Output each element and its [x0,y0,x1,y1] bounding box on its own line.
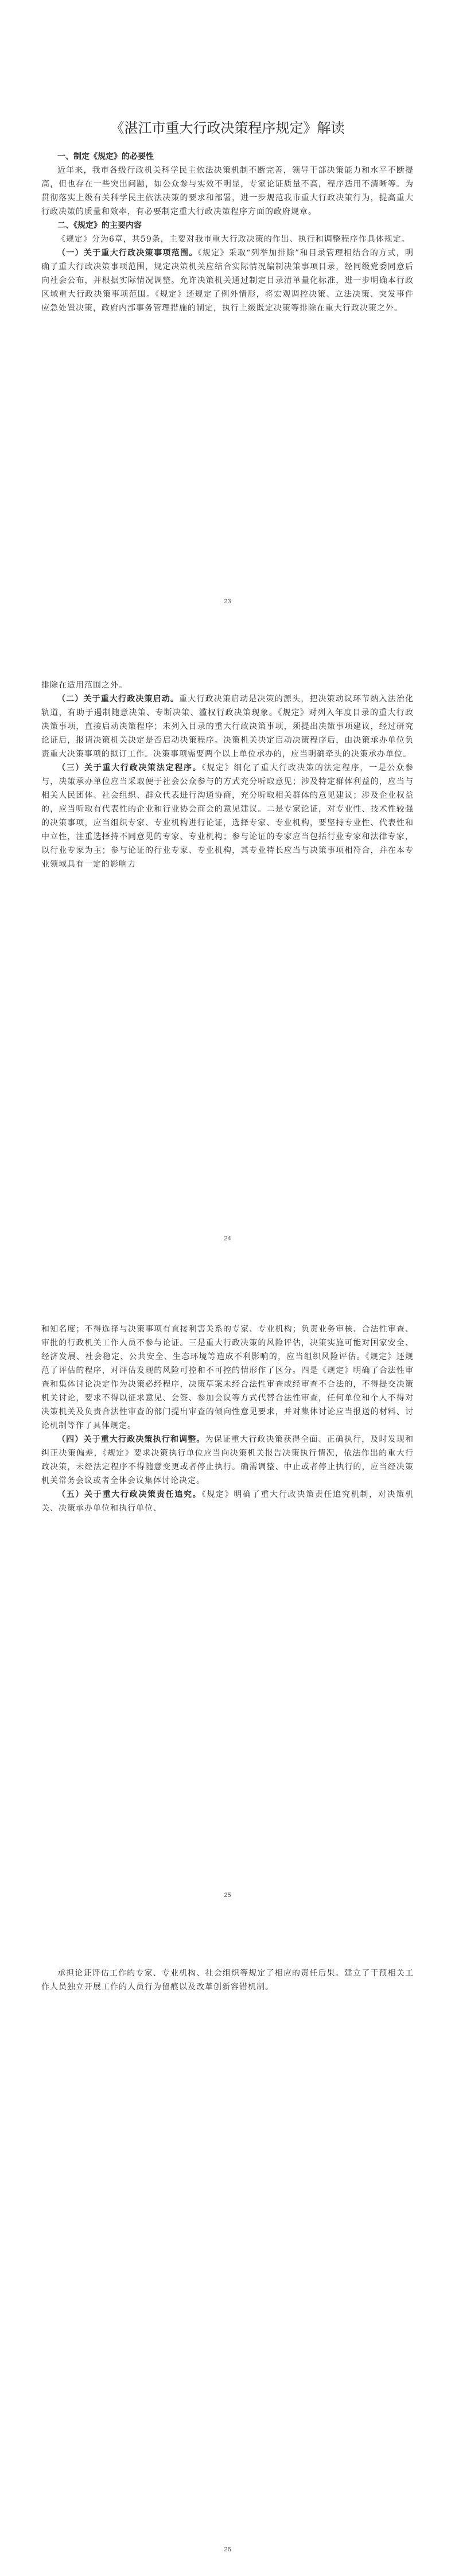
continued-paragraph: 排除在适用范围之外。 [41,681,127,690]
page-number: 24 [224,1235,231,1242]
document-page-1 [0,0,455,644]
item-3-paragraph [41,761,414,871]
item-5-paragraph [41,1488,414,1515]
item-3-text: 《规定》细化了重大行政决策的法定程序，一是公众参与，决策承办单位应当采取便于社会公众参与的方式充分听取意见；涉及特定群体利益的，应当与相关人民团体、社会组织、群众代表进行沟通协商，充分听取相关群体的意见建议；涉及企业权益的，应当听取有代表性的企业和行业协会商会的意见建议。二是专家论证，对专业性、技术性较强的决策事项，应当组织专家、专业机构进行论证，选择专家、专业机构，要坚持专业性、代表性和中立性，注重选择持不同意见的专家、专业机构；参与论证的专家应当包括行业专家和法律专家，以行业专家为主；参与论证的行业专家、专业机构，其专业特长应当与决策事项相符合，并在本专业领域具有一定的影响力 [41,763,414,869]
page-2-content [41,678,414,871]
item-5-lead: （五）关于重大行政决策责任追究。 [57,1490,202,1499]
item-4-lead: （四）关于重大行政决策执行和调整。 [57,1435,205,1444]
document-page-3 [0,1288,455,1932]
continued-paragraph: 和知名度；不得选择与决策事项有直接利害关系的专家、专业机构；负责业务审核、合法性审查、审批的行政机关工作人员不参与论证。三是重大行政决策的风险评估，决策实施可能对国家安全、经济发展、社会稳定、公共安全、生态环境等造成不利影响的，应当组织风险评估。《规定》还规范了评估的程序，对评估发现的风险可控和不可控的情形作了区分。四是《规定》明确了合法性审查和集体讨论决定作为决策必经程序，决策草案未经合法性审查或经审查不合法的，不得提交决策机关讨论，要求不得以征求意见、会签、参加会议等方式代替合法性审查，任何单位和个人不得对决策机关及负责合法性审查的部门提出审查的倾向性意见要求，并对集体讨论应当报送的材料、讨论机制等作了具体规定。 [41,1325,414,1430]
item-4-paragraph [41,1433,414,1488]
continued-paragraph: 承担论证评估工作的专家、专业机构、社会组织等规定了相应的责任后果。建立了干预相关工作人员独立开展工作的人员行为留痕以及改革创新容错机制。 [41,1969,414,1992]
section-2-intro: 《规定》分为6章，共59条，主要对我市重大行政决策的作出、执行和调整程序作具体规定。 [57,235,410,244]
page-number: 23 [224,598,231,605]
page-number: 26 [224,2546,231,2553]
page-4-content [41,1966,414,1994]
item-2-paragraph [41,692,414,761]
page-3-content [41,1322,414,1515]
page-1-content [41,118,414,315]
section-2-heading: 二、《规定》的主要内容 [57,221,142,230]
page-number: 25 [224,1892,231,1899]
item-5-text: 《规定》明确了重大行政决策责任追究机制，对决策机关、决策承办单位和执行单位、 [41,1490,414,1513]
item-2-text: 重大行政决策启动是决策的源头，把决策动议环节纳入法治化轨道，有助于遏制随意决策、专断决策、滥权行政决策现象。《规定》对列入年度目录的重大行政决策事项，直接启动决策程序；未列入目录的重大行政决策事项，须提出决策事项建议，经过研究论证后，报请决策机关决定是否启动决策程序。决策机关决定启动决策程序后，由决策承办单位负责重大决策事项的拟订工作。决策事项需要两个以上单位承办的，应当明确牵头的决策承办单位。 [41,695,414,759]
item-1-text: 《规定》采取“列举加排除”和目录管理相结合的方式，明确了重大行政决策事项范围，规定决策机关应结合实际情况编制决策事项目录，经同级党委同意后向社会公布，并根据实际情况调整。允许决策机关通过制定目录清单量化标准，进一步明确本行政区域重大行政决策事项范围。《规定》还规定了例外情形，将宏观调控决策、立法决策、突发事件应急处置决策，政府内部事务管理措施的制定，执行上级既定决策等排除在重大行政决策之外。 [41,249,414,313]
document-page-4 [0,1932,455,2576]
section-1-paragraph: 近年来，我市各级行政机关科学民主依法决策机制不断完善，领导干部决策能力和水平不断提高，但也存在一些突出问题，如公众参与实效不明显，专家论证质量不高，程序适用不清晰等。为贯彻落实上级有关科学民主依法决策的要求和部署，进一步规范我市重大行政决策行为，提高重大行政决策的质量和效率，有必要制定重大行政决策程序方面的政府规章。 [41,166,414,216]
item-1-paragraph [41,246,414,315]
item-1-lead: （一）关于重大行政决策事项范围。 [57,249,198,258]
item-3-lead: （三）关于重大行政决策法定程序。 [57,763,202,773]
item-4-text: 为保证重大行政决策获得全面、正确执行，及时发现和纠正决策偏差，《规定》要求决策执行单位应当向决策机关报告决策执行情况，依法作出的重大行政决策，未经法定程序不得随意变更或者停止执行。确需调整、中止或者停止执行的，应当经决策机关常务会议或者全体会议集体讨论决定。 [41,1435,414,1485]
document-title: 《湛江市重大行政决策程序规定》解读 [110,120,345,136]
document-page-2 [0,644,455,1288]
section-1-heading: 一、制定《规定》的必要性 [57,152,154,161]
item-2-lead: （二）关于重大行政决策启动。 [57,695,180,704]
